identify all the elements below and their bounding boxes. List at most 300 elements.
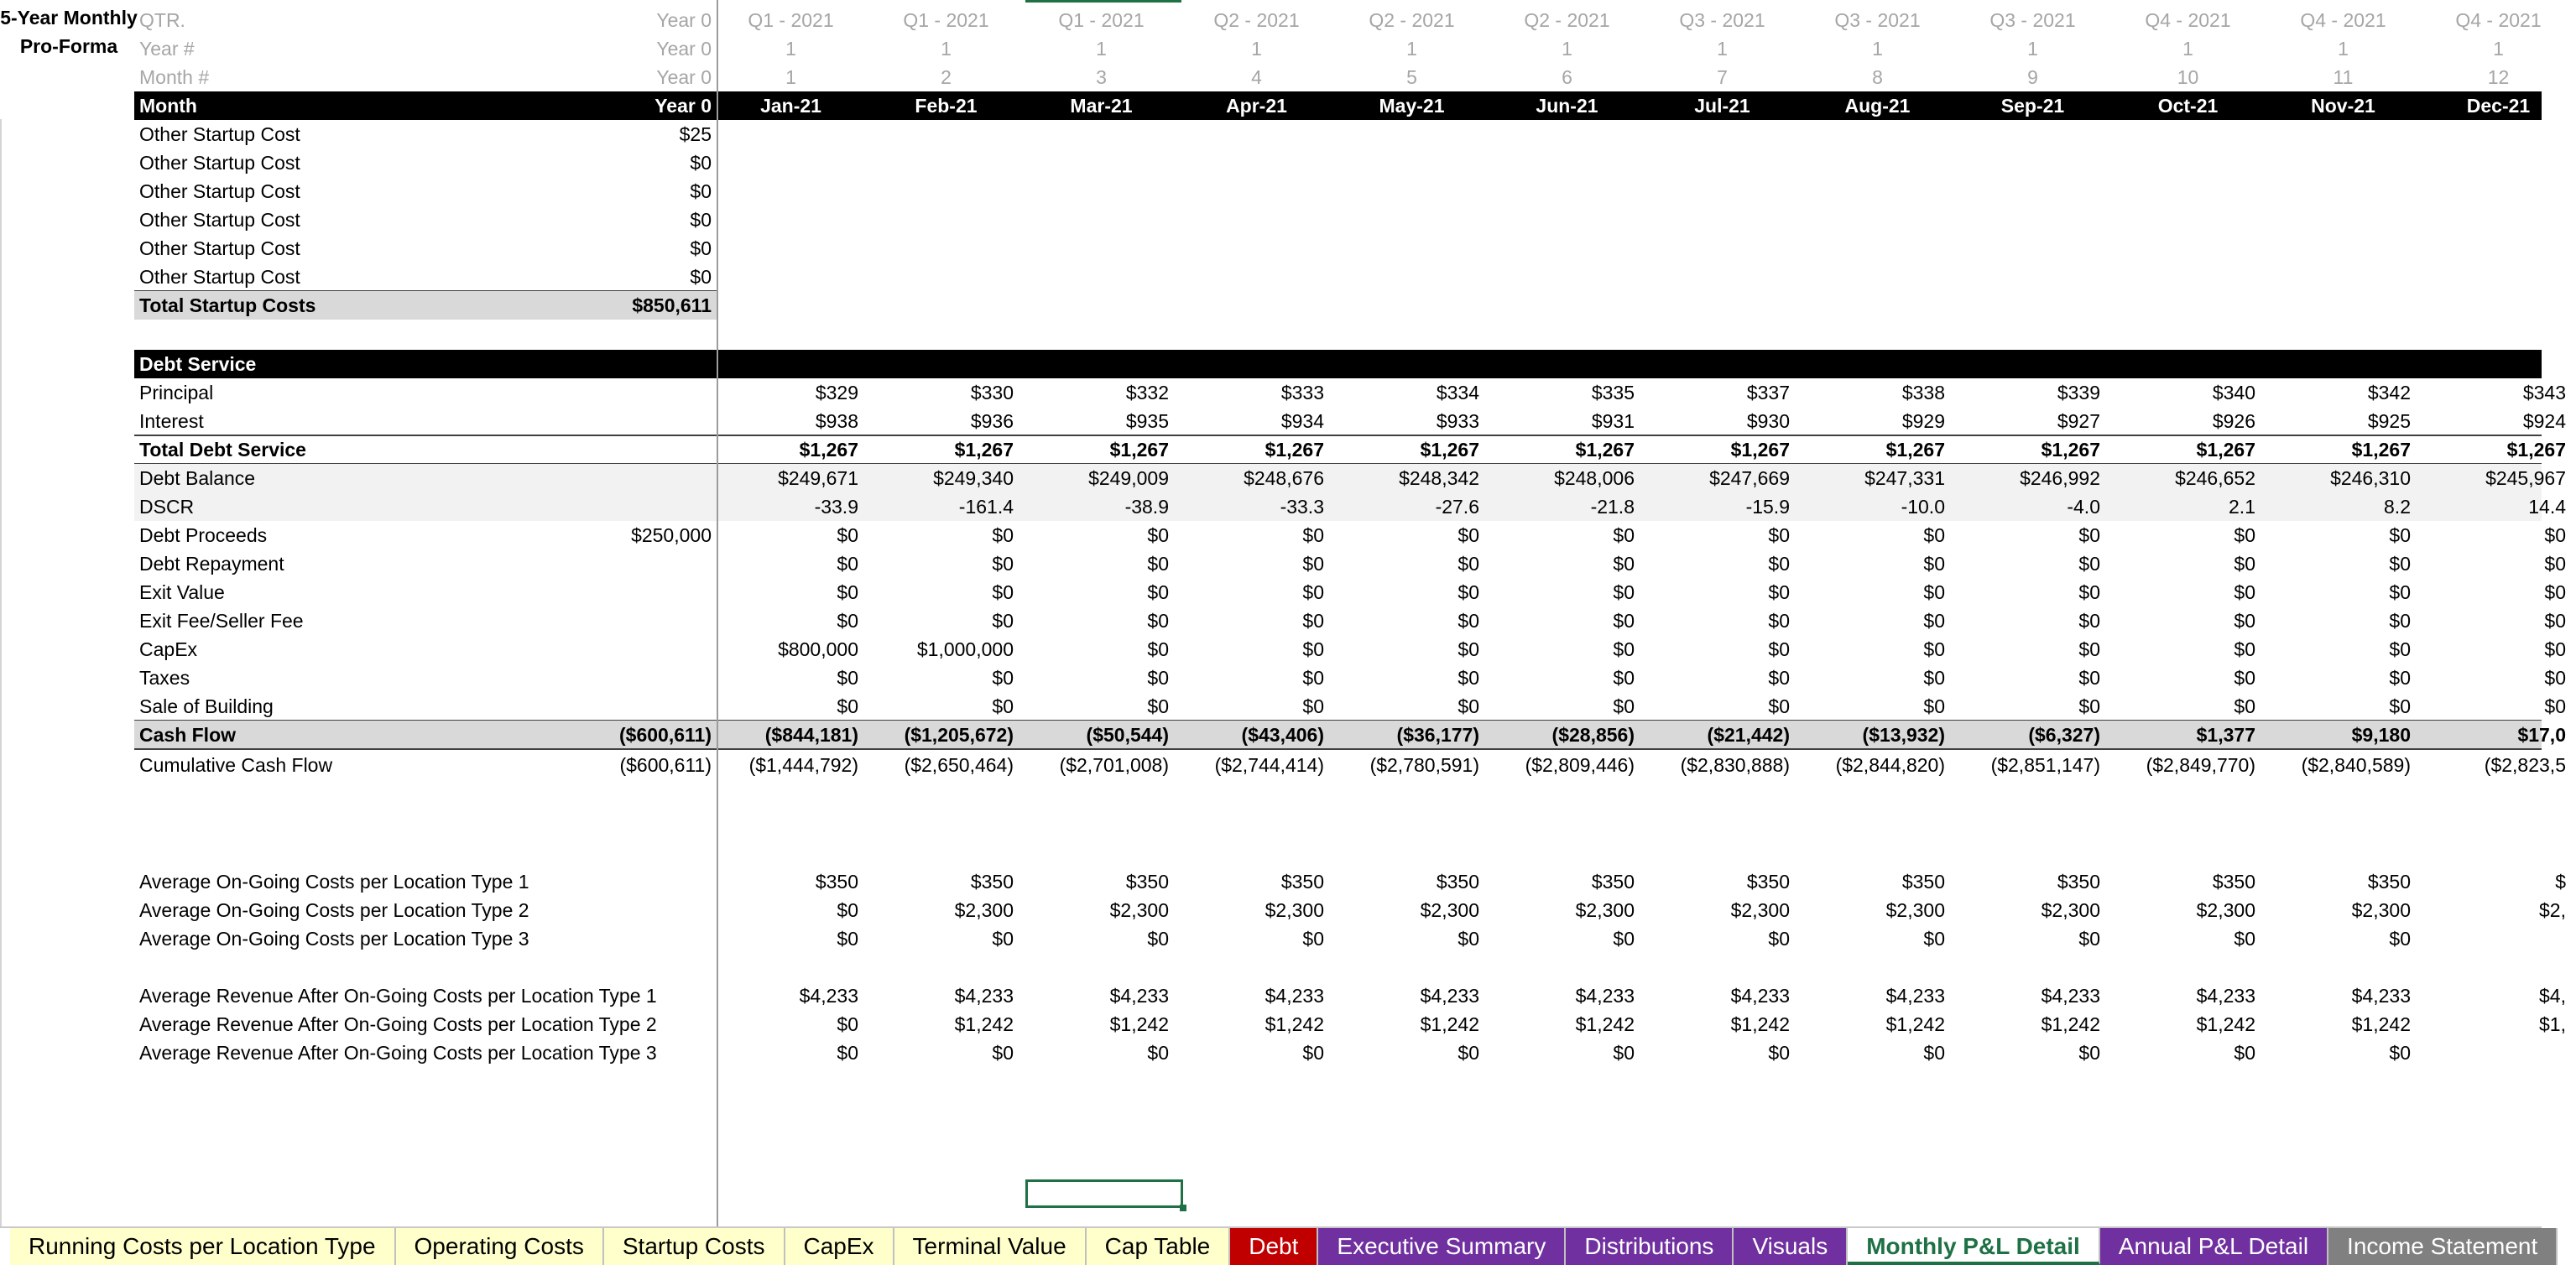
month-cell[interactable]: ($844,181) [764,724,858,746]
month-cell[interactable]: Q3 - 2021 [1834,9,1921,31]
row-label[interactable]: Total Debt Service [139,439,306,461]
month-cell[interactable]: $246,310 [2330,467,2411,489]
month-cell[interactable]: $933 [1436,410,1479,432]
month-cell[interactable]: $ [2555,871,2566,893]
row-label[interactable]: Debt Balance [139,467,256,489]
month-cell[interactable]: $0 [1768,638,1790,660]
month-cell[interactable]: $0 [2544,695,2566,717]
month-cell[interactable]: Feb-21 [915,95,978,117]
month-cell[interactable]: $0 [1768,524,1790,546]
month-cell[interactable]: May-21 [1379,95,1445,117]
month-cell[interactable]: -10.0 [1901,496,1945,518]
month-cell[interactable]: $0 [837,581,858,603]
month-cell[interactable]: $0 [992,581,1014,603]
year0-cell[interactable]: $0 [690,152,712,174]
month-cell[interactable]: Oct-21 [2157,95,2219,117]
month-cell[interactable]: $1,242 [2351,1013,2411,1035]
row-label[interactable]: Sale of Building [139,695,274,717]
month-cell[interactable]: $936 [970,410,1014,432]
month-cell[interactable]: $0 [1768,695,1790,717]
month-cell[interactable]: $0 [2389,610,2411,632]
month-cell[interactable]: 1 [2338,38,2349,60]
month-cell[interactable]: $0 [1302,524,1324,546]
month-cell[interactable]: $0 [1923,928,1945,950]
row-label[interactable]: Exit Value [139,581,225,603]
month-cell[interactable]: $0 [2234,638,2255,660]
month-cell[interactable]: $0 [2234,667,2255,689]
month-cell[interactable]: $926 [2212,410,2255,432]
month-cell[interactable]: 5 [1406,66,1417,88]
month-cell[interactable]: $0 [2389,581,2411,603]
sheet-tab[interactable]: CapEx [785,1228,894,1265]
month-cell[interactable]: $245,967 [2485,467,2566,489]
month-cell[interactable]: 1 [785,38,796,60]
month-cell[interactable]: ($13,932) [1862,724,1945,746]
month-cell[interactable]: $0 [1768,667,1790,689]
month-cell[interactable]: $1,242 [1109,1013,1169,1035]
month-cell[interactable]: Jun-21 [1536,95,1598,117]
month-cell[interactable]: $350 [2212,871,2255,893]
month-cell[interactable]: $0 [1457,524,1479,546]
month-cell[interactable]: $4,233 [799,985,858,1007]
month-cell[interactable]: $332 [1125,382,1169,403]
month-cell[interactable]: 1 [1096,38,1107,60]
month-cell[interactable]: $249,671 [778,467,858,489]
sheet-tab[interactable]: Terminal Value [894,1228,1087,1265]
month-cell[interactable]: $1,267 [2196,439,2255,461]
month-cell[interactable]: 10 [2177,66,2199,88]
month-cell[interactable]: $0 [1147,610,1169,632]
month-cell[interactable]: $0 [2078,610,2100,632]
month-cell[interactable]: 1 [1562,38,1572,60]
month-cell[interactable]: $0 [1613,581,1635,603]
month-cell[interactable]: $2,300 [2041,899,2100,921]
month-cell[interactable]: $1,242 [954,1013,1014,1035]
month-cell[interactable]: $0 [992,928,1014,950]
row-label[interactable]: Total Startup Costs [139,294,316,316]
row-label[interactable]: QTR. [139,9,185,31]
month-cell[interactable]: ($2,849,770) [2146,754,2255,776]
month-cell[interactable]: $0 [1302,553,1324,575]
month-cell[interactable]: $0 [837,667,858,689]
month-cell[interactable]: $0 [2389,667,2411,689]
month-cell[interactable]: $924 [2522,410,2566,432]
month-cell[interactable]: $0 [2544,610,2566,632]
month-cell[interactable]: $934 [1280,410,1324,432]
month-cell[interactable]: $4,233 [1885,985,1945,1007]
month-cell[interactable]: $329 [815,382,858,403]
month-cell[interactable]: $249,340 [933,467,1014,489]
month-cell[interactable]: Q4 - 2021 [2145,9,2231,31]
row-label[interactable]: Cumulative Cash Flow [139,754,333,776]
month-cell[interactable]: $0 [992,610,1014,632]
month-cell[interactable]: $2,300 [1885,899,1945,921]
month-cell[interactable]: $0 [2234,610,2255,632]
month-cell[interactable]: $0 [2389,928,2411,950]
month-cell[interactable]: $0 [2234,553,2255,575]
year0-cell[interactable]: $25 [679,123,712,145]
month-cell[interactable]: $0 [1147,1042,1169,1064]
month-cell[interactable]: -4.0 [2067,496,2100,518]
month-cell[interactable]: $2,300 [2351,899,2411,921]
month-cell[interactable]: ($36,177) [1396,724,1479,746]
month-cell[interactable]: $350 [2057,871,2100,893]
month-cell[interactable]: $0 [2078,695,2100,717]
month-cell[interactable]: $0 [1613,928,1635,950]
fill-handle[interactable] [1180,1205,1186,1211]
month-cell[interactable]: ($6,327) [2028,724,2100,746]
month-cell[interactable]: $338 [1901,382,1945,403]
month-cell[interactable]: $1,267 [1420,439,1479,461]
month-cell[interactable]: $1,242 [2041,1013,2100,1035]
month-cell[interactable]: $0 [992,695,1014,717]
month-cell[interactable]: $0 [1613,667,1635,689]
year0-cell[interactable] [587,492,713,521]
month-cell[interactable]: $0 [992,524,1014,546]
row-label[interactable]: Average Revenue After On-Going Costs per Location Type 3 [139,1042,657,1064]
month-cell[interactable]: $935 [1125,410,1169,432]
sheet-tab[interactable]: Startup Costs [604,1228,785,1265]
month-cell[interactable]: $2,300 [954,899,1014,921]
month-cell[interactable]: $0 [2078,524,2100,546]
month-cell[interactable]: $335 [1591,382,1635,403]
month-cell[interactable]: $0 [1923,695,1945,717]
month-cell[interactable]: Q4 - 2021 [2300,9,2386,31]
year0-cell[interactable] [587,435,713,464]
month-cell[interactable]: $337 [1746,382,1790,403]
month-cell[interactable]: $2,300 [1420,899,1479,921]
month-cell[interactable]: $0 [1923,667,1945,689]
year0-cell[interactable]: Year 0 [654,95,712,117]
month-cell[interactable]: $1,242 [1885,1013,1945,1035]
month-cell[interactable]: $4,233 [1109,985,1169,1007]
month-cell[interactable]: $0 [1768,581,1790,603]
month-cell[interactable]: $17,0 [2517,724,2566,746]
month-cell[interactable]: $927 [2057,410,2100,432]
month-cell[interactable]: Q1 - 2021 [903,9,989,31]
month-cell[interactable]: $0 [2544,638,2566,660]
month-cell[interactable]: ($50,544) [1086,724,1169,746]
sheet-tab[interactable]: Debt [1230,1228,1318,1265]
month-cell[interactable]: $0 [837,695,858,717]
month-cell[interactable]: $1,267 [2351,439,2411,461]
month-cell[interactable]: $246,652 [2175,467,2255,489]
month-cell[interactable]: $1,267 [1730,439,1790,461]
month-cell[interactable]: ($2,780,591) [1369,754,1479,776]
year0-cell[interactable]: $850,611 [632,294,712,316]
month-cell[interactable]: $9,180 [2351,724,2411,746]
row-label[interactable]: Exit Fee/Seller Fee [139,610,304,632]
sheet-tab[interactable]: Monthly P&L Detail [1848,1228,2100,1265]
month-cell[interactable] [2421,924,2576,953]
month-cell[interactable]: $0 [1613,638,1635,660]
month-cell[interactable]: Sep-21 [2000,95,2065,117]
row-label[interactable]: Interest [139,410,204,432]
month-cell[interactable]: $1,267 [2506,439,2566,461]
month-cell[interactable]: $0 [1302,1042,1324,1064]
row-label[interactable]: Average On-Going Costs per Location Type 2 [139,899,529,921]
month-cell[interactable]: $0 [992,667,1014,689]
month-cell[interactable]: $0 [1457,695,1479,717]
month-cell[interactable]: $1,267 [1575,439,1635,461]
month-cell[interactable]: $0 [2389,1042,2411,1064]
month-cell[interactable]: $248,676 [1244,467,1324,489]
month-cell[interactable]: 4 [1251,66,1262,88]
month-cell[interactable]: $2,300 [1265,899,1324,921]
month-cell[interactable]: $350 [2367,871,2411,893]
month-cell[interactable]: $0 [1923,610,1945,632]
month-cell[interactable]: $4,233 [2351,985,2411,1007]
month-cell[interactable]: $350 [1280,871,1324,893]
month-cell[interactable]: $350 [1901,871,1945,893]
month-cell[interactable]: $2,300 [1730,899,1790,921]
row-label[interactable]: Other Startup Cost [139,152,300,174]
month-cell[interactable]: $0 [2544,524,2566,546]
month-cell[interactable]: $4,233 [1265,985,1324,1007]
month-cell[interactable]: Q3 - 2021 [1989,9,2076,31]
month-cell[interactable]: Q4 - 2021 [2455,9,2542,31]
month-cell[interactable]: $930 [1746,410,1790,432]
year0-cell[interactable] [587,464,713,492]
month-cell[interactable]: ($43,406) [1241,724,1324,746]
row-label[interactable]: Other Startup Cost [139,180,300,202]
row-label[interactable]: Principal [139,382,214,403]
month-cell[interactable]: $0 [837,1013,858,1035]
month-cell[interactable]: $0 [2544,553,2566,575]
month-cell[interactable] [2421,1039,2576,1067]
month-cell[interactable]: $0 [1457,581,1479,603]
month-cell[interactable]: $0 [837,553,858,575]
month-cell[interactable]: $1,267 [954,439,1014,461]
month-cell[interactable]: ($2,844,820) [1835,754,1945,776]
month-cell[interactable]: $0 [1147,667,1169,689]
month-cell[interactable]: -38.9 [1124,496,1169,518]
sheet-tab[interactable]: Distributions [1566,1228,1734,1265]
month-cell[interactable]: $0 [2389,553,2411,575]
month-cell[interactable]: $0 [1457,1042,1479,1064]
month-cell[interactable]: 1 [941,38,952,60]
sheet-tab[interactable]: Cap Table [1087,1228,1231,1265]
year0-cell[interactable] [587,692,713,721]
month-cell[interactable]: $1,267 [1109,439,1169,461]
month-cell[interactable]: $343 [2522,382,2566,403]
month-cell[interactable]: -21.8 [1590,496,1635,518]
month-cell[interactable]: $938 [815,410,858,432]
month-cell[interactable]: $0 [2389,524,2411,546]
month-cell[interactable]: $350 [1125,871,1169,893]
month-cell[interactable]: ($2,650,464) [904,754,1014,776]
year0-cell[interactable]: ($600,611) [619,754,712,776]
month-cell[interactable]: ($1,205,672) [904,724,1014,746]
month-cell[interactable]: $339 [2057,382,2100,403]
month-cell[interactable]: ($2,840,589) [2301,754,2411,776]
month-cell[interactable]: $2,300 [1109,899,1169,921]
year0-cell[interactable]: Year 0 [656,66,712,88]
month-cell[interactable]: $0 [1147,524,1169,546]
month-cell[interactable]: $4,233 [1575,985,1635,1007]
row-label[interactable]: CapEx [139,638,198,660]
month-cell[interactable]: $1,242 [1730,1013,1790,1035]
month-cell[interactable]: $1, [2539,1013,2566,1035]
month-cell[interactable]: $330 [970,382,1014,403]
row-label[interactable]: Debt Service [139,353,257,375]
month-cell[interactable]: ($2,809,446) [1525,754,1635,776]
month-cell[interactable]: $1,242 [2196,1013,2255,1035]
month-cell[interactable]: 6 [1562,66,1572,88]
month-cell[interactable]: 3 [1096,66,1107,88]
sheet-tab[interactable]: Income Statement [2328,1228,2558,1265]
month-cell[interactable]: $0 [1302,695,1324,717]
month-cell[interactable]: $0 [1147,638,1169,660]
year0-cell[interactable] [587,664,713,692]
month-cell[interactable]: $0 [837,1042,858,1064]
month-cell[interactable]: 1 [1251,38,1262,60]
month-cell[interactable]: $0 [1147,695,1169,717]
row-label[interactable]: Average On-Going Costs per Location Type 3 [139,928,529,950]
month-cell[interactable]: $4,233 [954,985,1014,1007]
month-cell[interactable]: $0 [1302,667,1324,689]
row-label[interactable]: Taxes [139,667,190,689]
month-cell[interactable]: 9 [2027,66,2038,88]
month-cell[interactable]: $0 [2234,928,2255,950]
month-cell[interactable]: $929 [1901,410,1945,432]
month-cell[interactable]: $249,009 [1088,467,1169,489]
sheet-tab[interactable]: Operating Costs [396,1228,604,1265]
month-cell[interactable]: $247,669 [1709,467,1790,489]
month-cell[interactable]: $2,300 [2196,899,2255,921]
year0-cell[interactable] [587,578,713,606]
month-cell[interactable]: $0 [837,524,858,546]
month-cell[interactable]: Q2 - 2021 [1369,9,1455,31]
month-cell[interactable]: 1 [2182,38,2193,60]
month-cell[interactable]: 1 [2027,38,2038,60]
year0-cell[interactable]: $0 [690,266,712,288]
month-cell[interactable]: 1 [2493,38,2504,60]
month-cell[interactable]: $925 [2367,410,2411,432]
month-cell[interactable]: Q2 - 2021 [1524,9,1610,31]
month-cell[interactable]: Jul-21 [1694,95,1750,117]
month-cell[interactable]: $0 [1768,1042,1790,1064]
month-cell[interactable]: $333 [1280,382,1324,403]
month-cell[interactable]: $1,267 [2041,439,2100,461]
row-label[interactable]: Average On-Going Costs per Location Type 1 [139,871,529,893]
row-label[interactable]: Other Startup Cost [139,123,300,145]
month-cell[interactable]: 11 [2333,66,2354,88]
month-cell[interactable]: Mar-21 [1070,95,1133,117]
month-cell[interactable]: $0 [1302,928,1324,950]
month-cell[interactable]: $0 [2078,638,2100,660]
month-cell[interactable]: $350 [1746,871,1790,893]
year0-cell[interactable] [587,635,713,664]
month-cell[interactable]: $350 [1436,871,1479,893]
month-cell[interactable]: 7 [1717,66,1728,88]
month-cell[interactable]: $0 [1768,928,1790,950]
month-cell[interactable]: $1,242 [1420,1013,1479,1035]
month-cell[interactable]: 2 [941,66,952,88]
month-cell[interactable]: -27.6 [1435,496,1479,518]
month-cell[interactable]: $0 [2544,581,2566,603]
month-cell[interactable]: $0 [1923,1042,1945,1064]
month-cell[interactable]: $0 [2234,581,2255,603]
month-cell[interactable]: $247,331 [1864,467,1945,489]
month-cell[interactable]: Q1 - 2021 [748,9,834,31]
month-cell[interactable]: ($2,744,414) [1214,754,1324,776]
month-cell[interactable]: $0 [1457,553,1479,575]
month-cell[interactable]: 2.1 [2229,496,2255,518]
row-label[interactable]: Other Startup Cost [139,237,300,259]
month-cell[interactable]: Q3 - 2021 [1679,9,1765,31]
month-cell[interactable]: $4,233 [1730,985,1790,1007]
month-cell[interactable]: $0 [2544,667,2566,689]
month-cell[interactable]: $931 [1591,410,1635,432]
row-label[interactable]: DSCR [139,496,195,518]
month-cell[interactable]: $1,242 [1265,1013,1324,1035]
row-label[interactable]: Other Startup Cost [139,266,300,288]
month-cell[interactable]: $4,233 [2196,985,2255,1007]
year0-cell[interactable]: $0 [690,180,712,202]
row-label[interactable]: Debt Proceeds [139,524,268,546]
month-cell[interactable]: ($28,856) [1551,724,1635,746]
month-cell[interactable]: $4,233 [2041,985,2100,1007]
month-cell[interactable]: $0 [2234,524,2255,546]
month-cell[interactable]: $0 [1613,524,1635,546]
month-cell[interactable]: 1 [1872,38,1883,60]
month-cell[interactable]: $0 [1768,610,1790,632]
month-cell[interactable]: $0 [1457,610,1479,632]
month-cell[interactable]: $1,242 [1575,1013,1635,1035]
row-label[interactable]: Average Revenue After On-Going Costs per Location Type 2 [139,1013,657,1035]
month-cell[interactable]: $0 [2078,1042,2100,1064]
month-cell[interactable]: $4, [2539,985,2566,1007]
month-cell[interactable]: $0 [1923,553,1945,575]
month-cell[interactable]: $334 [1436,382,1479,403]
month-cell[interactable]: $350 [970,871,1014,893]
row-label[interactable]: Month # [139,66,210,88]
year0-cell[interactable]: $0 [690,237,712,259]
month-cell[interactable]: $0 [2078,553,2100,575]
month-cell[interactable]: -161.4 [958,496,1014,518]
month-cell[interactable]: $0 [1613,610,1635,632]
month-cell[interactable]: ($2,701,008) [1059,754,1169,776]
month-cell[interactable]: $0 [2234,695,2255,717]
month-cell[interactable]: $0 [2078,667,2100,689]
month-cell[interactable]: $0 [1302,638,1324,660]
sheet-tab[interactable]: Executive Summary [1318,1228,1566,1265]
month-cell[interactable]: $0 [1302,581,1324,603]
month-cell[interactable]: Jan-21 [760,95,821,117]
row-label[interactable]: Cash Flow [139,724,237,746]
month-cell[interactable]: $0 [1923,638,1945,660]
month-cell[interactable]: Q1 - 2021 [1058,9,1145,31]
month-cell[interactable]: $0 [1923,524,1945,546]
sheet-tab[interactable]: Visuals [1734,1228,1848,1265]
month-cell[interactable]: $0 [1613,1042,1635,1064]
month-cell[interactable]: $0 [2234,1042,2255,1064]
month-cell[interactable]: $0 [1457,928,1479,950]
year0-cell[interactable]: $0 [690,209,712,231]
month-cell[interactable]: $800,000 [778,638,858,660]
month-cell[interactable]: $0 [1613,553,1635,575]
month-cell[interactable]: 1 [1406,38,1417,60]
month-cell[interactable]: $0 [837,899,858,921]
month-cell[interactable]: $0 [2389,695,2411,717]
month-cell[interactable]: ($2,823,5 [2484,754,2566,776]
month-cell[interactable]: Apr-21 [1226,95,1287,117]
month-cell[interactable]: 8 [1872,66,1883,88]
month-cell[interactable]: $2, [2539,899,2566,921]
month-cell[interactable]: $340 [2212,382,2255,403]
year0-cell[interactable]: ($600,611) [619,724,712,746]
